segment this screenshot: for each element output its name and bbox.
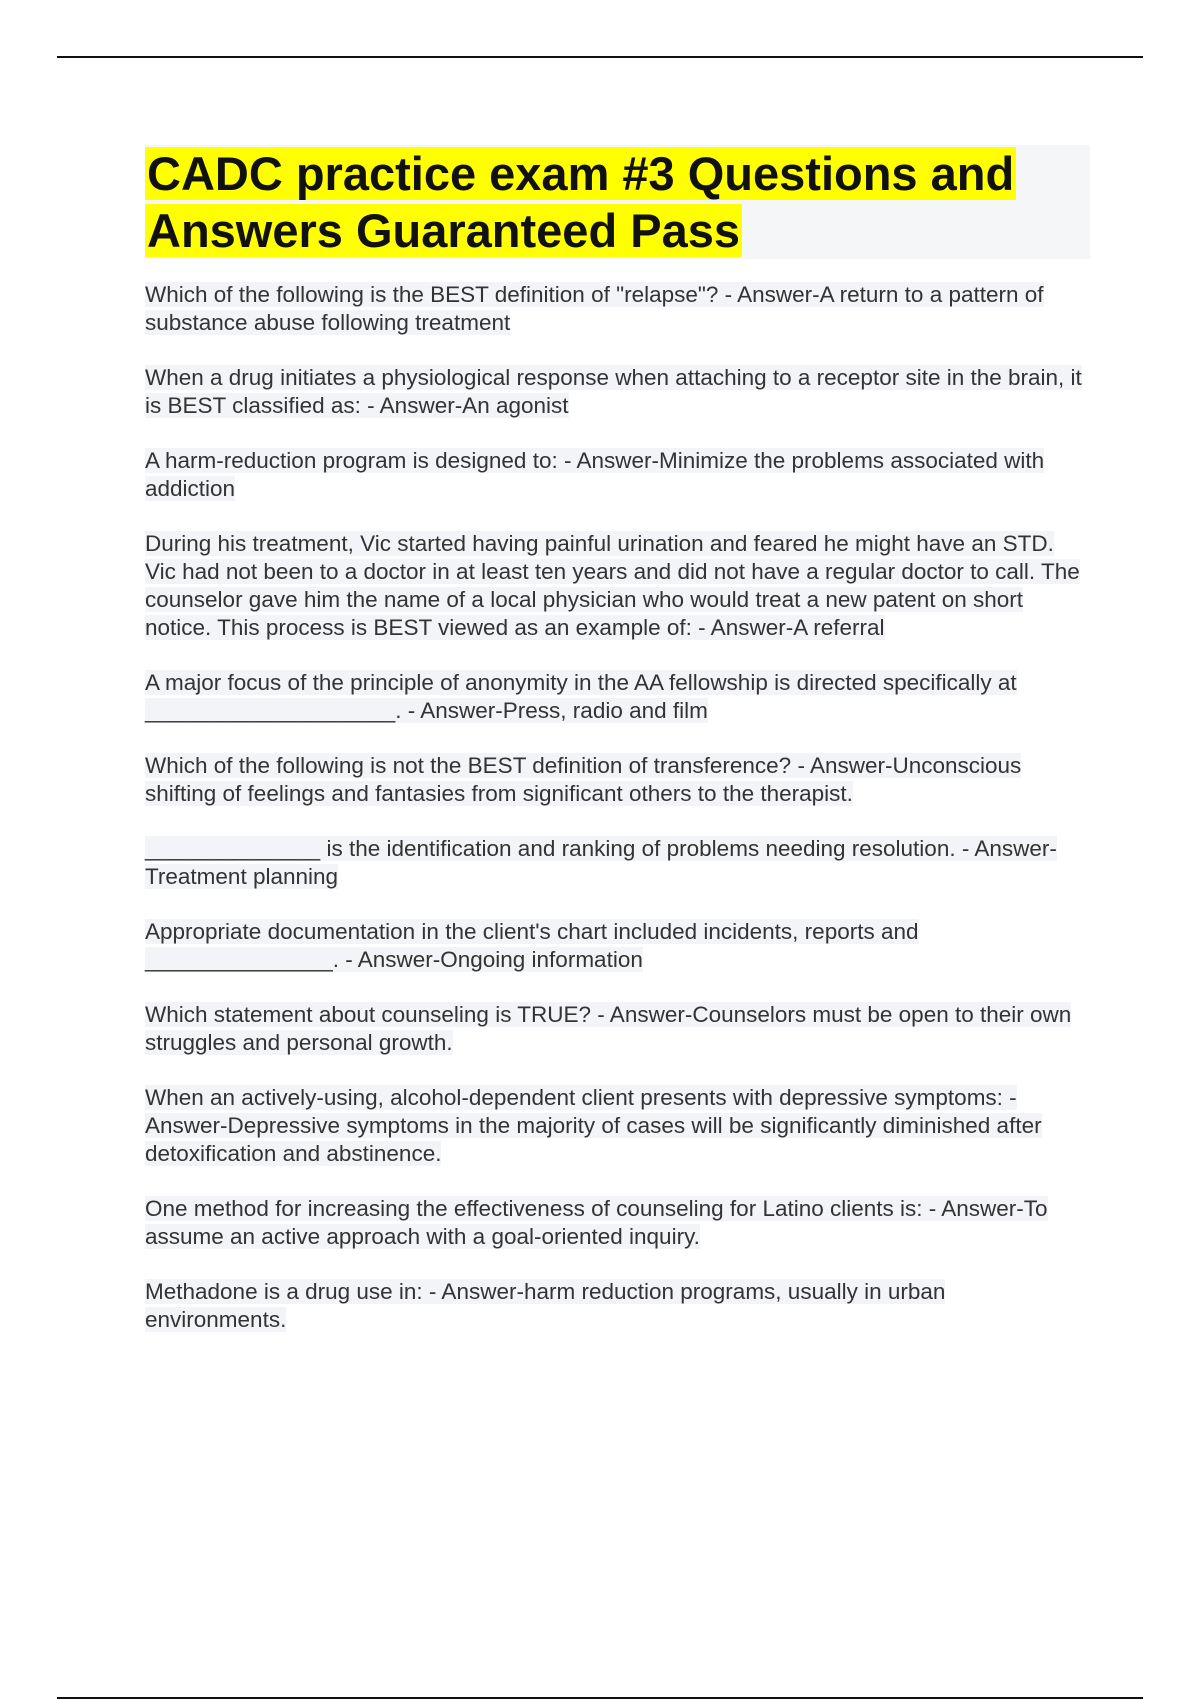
- qa-item-text: When an actively-using, alcohol-dependent client presents with depressive symptoms: - Answer-Depressive symptoms in the majority of cases will be significantly diminished after detoxification and abstinence.: [145, 1085, 1042, 1166]
- document-body: [145, 145, 1090, 1361]
- qa-item-text: When a drug initiates a physiological response when attaching to a receptor site in the brain, it is BEST classified as: - Answer-An agonist: [145, 365, 1082, 418]
- qa-item-text: ______________ is the identification and ranking of problems needing resolution. - Answer-Treatment planning: [145, 836, 1057, 889]
- qa-item-text: Methadone is a drug use in: - Answer-harm reduction programs, usually in urban environments.: [145, 1279, 946, 1332]
- footer-rule: [57, 1697, 1143, 1699]
- qa-item: [145, 1084, 1090, 1168]
- qa-item: [145, 752, 1090, 808]
- title-block: [145, 145, 1090, 259]
- qa-item: [145, 364, 1090, 420]
- qa-item: [145, 835, 1090, 891]
- qa-item: [145, 530, 1090, 642]
- qa-item-text: During his treatment, Vic started having painful urination and feared he might have an STD. Vic had not been to a doctor in at least ten years and did not have a regular doctor to call. The counselor gave him the name of a local physician who would treat a new patent on short notice. This process is BEST viewed as an example of: - Answer-A referral: [145, 531, 1080, 640]
- header-rule: [57, 56, 1143, 58]
- qa-item-text: Which of the following is the BEST definition of "relapse"? - Answer-A return to a pattern of substance abuse following treatment: [145, 282, 1044, 335]
- qa-item: [145, 1278, 1090, 1334]
- qa-item-text: Which statement about counseling is TRUE? - Answer-Counselors must be open to their own struggles and personal growth.: [145, 1002, 1072, 1055]
- qa-item-text: A harm-reduction program is designed to: - Answer-Minimize the problems associated with addiction: [145, 448, 1045, 501]
- qa-item: [145, 447, 1090, 503]
- qa-item: [145, 281, 1090, 337]
- qa-item: [145, 1001, 1090, 1057]
- qa-item-text: Appropriate documentation in the client's chart included incidents, reports and _______________. - Answer-Ongoing information: [145, 919, 919, 972]
- qa-item: [145, 918, 1090, 974]
- document-title-text: CADC practice exam #3 Questions and Answers Guaranteed Pass: [147, 147, 1015, 257]
- qa-item-text: Which of the following is not the BEST definition of transference? - Answer-Unconscious shifting of feelings and fantasies from significant others to the therapist.: [145, 753, 1022, 806]
- qa-item: [145, 1195, 1090, 1251]
- qa-item-text: One method for increasing the effectiveness of counseling for Latino clients is: - Answer-To assume an active approach with a goal-oriented inquiry.: [145, 1196, 1048, 1249]
- document-title: [145, 145, 1090, 259]
- qa-item: [145, 669, 1090, 725]
- qa-item-text: A major focus of the principle of anonymity in the AA fellowship is directed specifically at ____________________. - Answer-Press, radio and film: [145, 670, 1017, 723]
